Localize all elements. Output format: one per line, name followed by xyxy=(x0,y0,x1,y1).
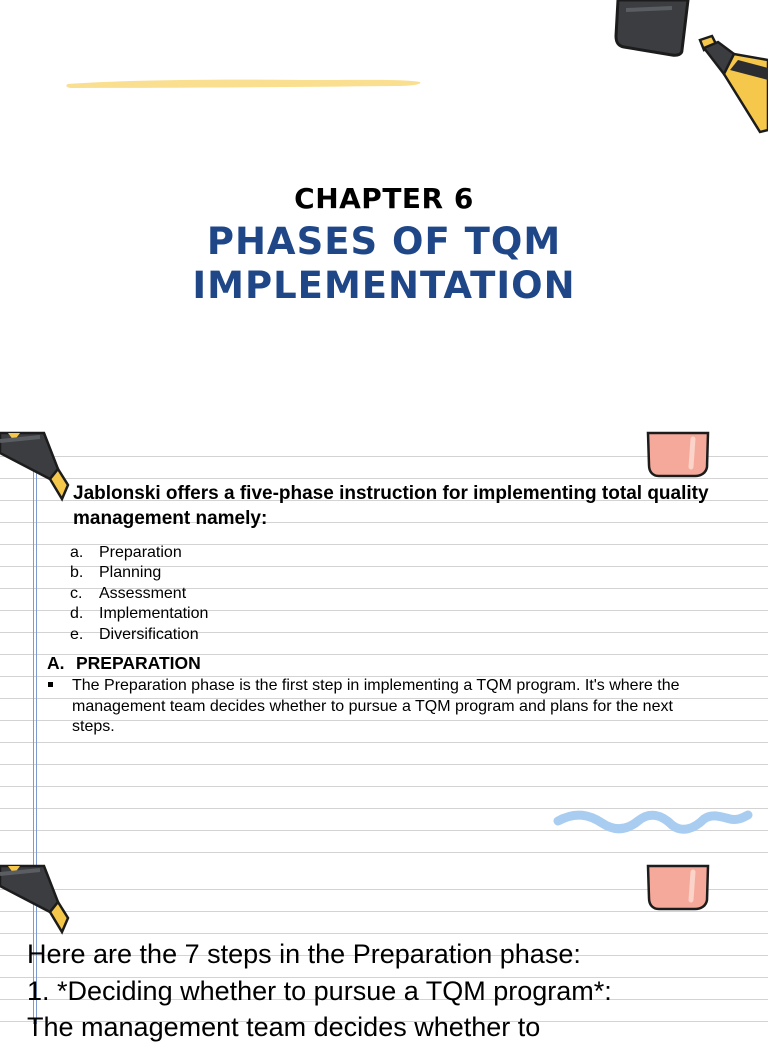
intro-paragraph: Jablonski offers a five-phase instruction for implementing total quality management namely: xyxy=(73,483,709,529)
ruled-slide-phases xyxy=(0,433,768,866)
squiggle-decoration xyxy=(550,805,754,839)
title-slide xyxy=(0,0,768,432)
chapter-label: CHAPTER 6 xyxy=(294,182,474,215)
section-heading: A. PREPARATION xyxy=(47,653,201,673)
steps-line-1: Here are the 7 steps in the Preparation phase: xyxy=(27,939,581,969)
highlighter-marker-icon xyxy=(0,866,76,936)
eraser-icon xyxy=(645,433,711,479)
list-item: b. Planning xyxy=(70,564,162,582)
list-item: d. Implementation xyxy=(70,605,209,623)
bullet-item xyxy=(47,676,717,738)
eraser-icon xyxy=(645,866,711,912)
phase-list xyxy=(70,543,208,645)
marker-cap-icon xyxy=(612,0,692,58)
highlighter-marker-icon xyxy=(0,433,76,503)
list-item: a. Preparation xyxy=(70,544,182,561)
square-bullet-icon xyxy=(48,682,53,687)
marker-tip-icon xyxy=(690,30,768,135)
list-item: e. Diversification xyxy=(70,625,199,643)
steps-text xyxy=(27,936,757,1046)
list-item: c. Assessment xyxy=(70,584,187,602)
title-line-2: IMPLEMENTATION xyxy=(192,264,576,307)
ruled-slide-steps xyxy=(0,866,768,1042)
steps-line-3: The management team decides whether to xyxy=(27,1012,541,1042)
steps-line-2: 1. *Deciding whether to pursue a TQM program*: xyxy=(27,975,612,1006)
page-title xyxy=(0,220,768,308)
title-line-1: PHASES OF TQM xyxy=(206,220,562,263)
bullet-text: The Preparation phase is the first step in implementing a TQM program. It's where the management team decides whether to pursue a TQM program and plans for the next steps. xyxy=(72,677,680,736)
highlighter-stroke-decoration xyxy=(64,76,424,90)
